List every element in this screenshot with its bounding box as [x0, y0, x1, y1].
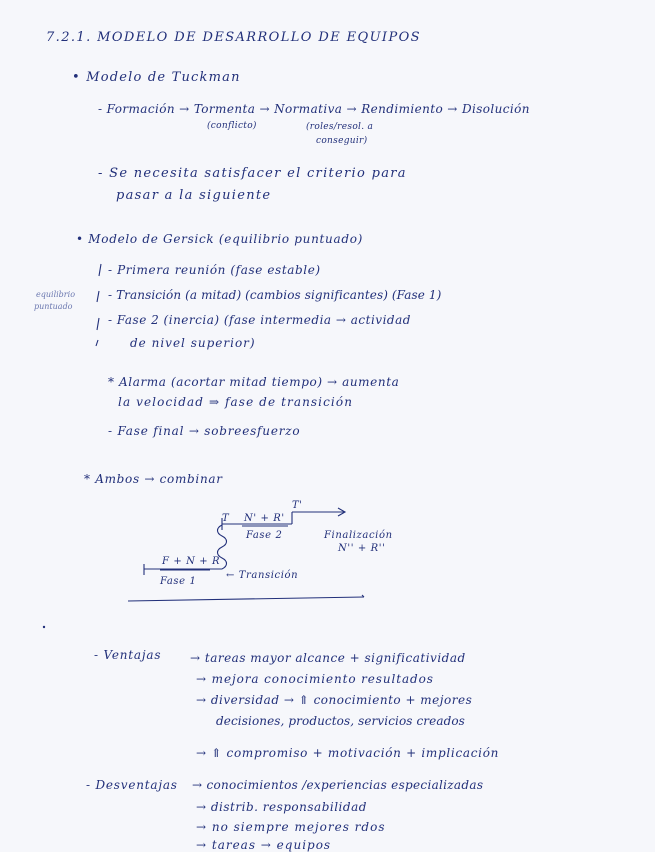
ventajas-line-3b: decisiones, productos, servicios creados: [216, 714, 465, 728]
alarma-line-1: * Alarma (acortar mitad tiempo) → aumenta: [108, 375, 400, 389]
diagram-transicion: ← Transición: [226, 570, 299, 581]
ventajas-line-2: → mejora conocimiento resultados: [196, 672, 434, 686]
margin-note-1: equilibrio: [36, 290, 76, 299]
fase-final: - Fase final → sobreesfuerzo: [108, 424, 301, 438]
gersick-item-3-line-2: de nivel superior): [130, 336, 256, 350]
diagram-finalizacion-nr: N'' + R'': [338, 543, 386, 554]
ambos-combinar: * Ambos → combinar: [84, 472, 223, 486]
tormenta-note: (conflicto): [207, 121, 257, 131]
desventajas-line-4: → tareas → equipos: [196, 838, 332, 852]
baseline-dot: [362, 595, 364, 597]
desventajas-line-3: → no siempre mejores rdos: [196, 820, 386, 834]
gersick-item-2: - Transición (a mitad) (cambios significantes) (Fase 1): [108, 288, 442, 302]
bracket-stroke: [97, 318, 99, 330]
diagram-t-prime: T': [292, 500, 303, 511]
normativa-note-1: (roles/resol. a: [306, 122, 374, 132]
tuckman-note-line-2: pasar a la siguiente: [116, 188, 272, 203]
desventajas-label: - Desventajas: [86, 778, 178, 792]
desventajas-line-2: → distrib. responsabilidad: [196, 800, 367, 814]
section-heading: 7.2.1. MODELO DE DESARROLLO DE EQUIPOS: [46, 30, 421, 45]
desventajas-line-1: → conocimientos /experiencias especializadas: [192, 778, 484, 792]
tuckman-stages: - Formación → Tormenta → Normativa → Rendimiento → Disolución: [98, 102, 530, 116]
ventajas-label: - Ventajas: [94, 648, 162, 662]
bracket-stroke: [99, 264, 101, 276]
margin-note-2: puntuado: [34, 302, 73, 311]
ventajas-line-1: → tareas mayor alcance + significatividad: [190, 651, 466, 665]
stray-dot: [43, 626, 45, 628]
ventajas-line-3: → diversidad → ⇑ conocimiento + mejores: [196, 693, 473, 707]
ventajas-line-4: → ⇑ compromiso + motivación + implicación: [196, 746, 500, 760]
tuckman-note-line-1: - Se necesita satisfacer el criterio para: [98, 166, 407, 181]
gersick-item-3-line-1: - Fase 2 (inercia) (fase intermedia → actividad: [108, 313, 411, 327]
diagram-finalizacion: Finalización: [324, 530, 393, 541]
diagram-f-n-r: F + N + R: [162, 556, 221, 567]
diagram-t: T: [222, 513, 230, 524]
bracket-stroke: [97, 291, 99, 302]
final-arrow: [338, 508, 345, 516]
gersick-item-1: - Primera reunión (fase estable): [108, 263, 321, 277]
diagram-fase-2: Fase 2: [246, 530, 283, 541]
bracket-stroke: [96, 340, 98, 346]
diagram-n-r: N' + R': [244, 513, 285, 524]
baseline: [128, 597, 364, 601]
tuckman-title: • Modelo de Tuckman: [72, 70, 241, 85]
alarma-line-2: la velocidad ⇒ fase de transición: [118, 395, 354, 409]
normativa-note-2: conseguir): [316, 136, 368, 146]
diagram-fase-1: Fase 1: [160, 576, 197, 587]
gersick-title: • Modelo de Gersick (equilibrio puntuado): [76, 232, 364, 246]
